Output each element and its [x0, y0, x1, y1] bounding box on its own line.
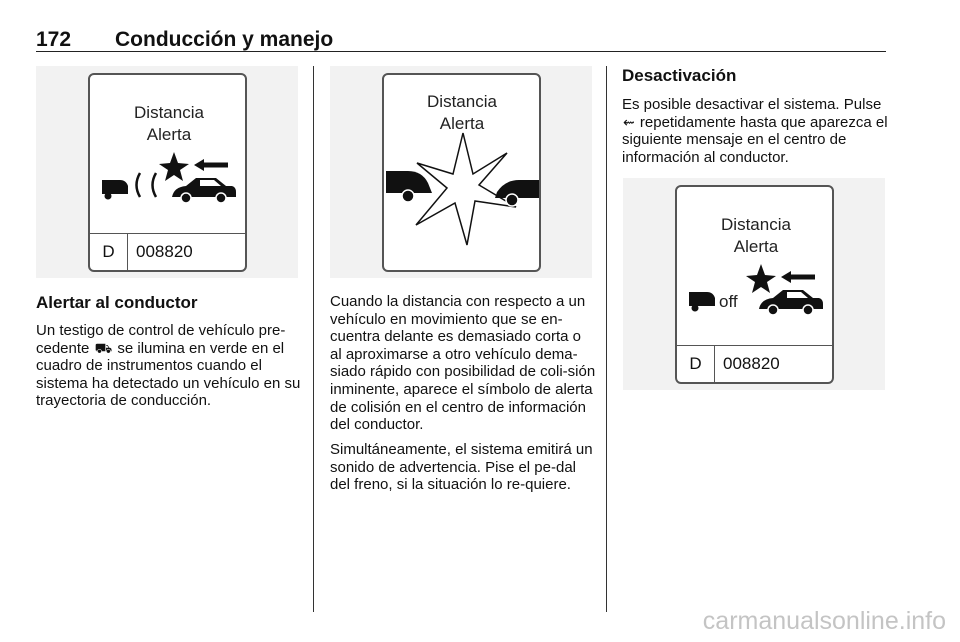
driver-info-display	[382, 73, 541, 272]
figure-distance-alert-display	[36, 66, 298, 278]
arrow-left-icon	[194, 159, 228, 171]
paragraph-text: Un testigo de control de vehículo pre-cedente	[36, 322, 286, 357]
vehicle-ahead-indicator-icon	[102, 173, 156, 200]
paragraph-text: repetidamente hasta que aparezca el siguiente mensaje en el centro de información al conductor.	[622, 113, 888, 166]
vehicle-ahead-icon: ⛟	[94, 339, 113, 356]
page-number: 172	[36, 28, 72, 51]
watermark: carmanualsonline.info	[702, 607, 946, 635]
collision-star-icon	[746, 264, 776, 293]
display-line-alerta: Alerta	[733, 237, 779, 256]
car-icon	[172, 178, 236, 203]
page-title: Conducción y manejo	[115, 28, 334, 51]
odometer-row	[677, 345, 832, 382]
paragraph-alertar	[36, 322, 302, 410]
paragraph-simultaneamente: Simultáneamente, el sistema emitirá un sonido de advertencia. Pise el pe-dal del freno, si la situación lo re-quiere.	[330, 441, 593, 494]
odometer-row	[90, 233, 245, 270]
display-line-distancia: Distancia	[134, 103, 204, 122]
gear-indicator: D	[677, 346, 715, 382]
figure-alert-off-display	[623, 178, 885, 390]
heading-alertar-al-conductor: Alertar al conductor	[36, 293, 198, 312]
heading-desactivacion: Desactivación	[622, 66, 737, 85]
paragraph-desactivacion	[622, 96, 888, 166]
paragraph-text: Es posible desactivar el sistema. Pulse	[622, 96, 882, 113]
car-icon	[759, 290, 823, 315]
driver-info-display	[675, 185, 834, 384]
display-line-alerta: Alerta	[146, 125, 192, 144]
vehicle-ahead-indicator-icon	[689, 292, 715, 312]
display-line-alerta: Alerta	[439, 114, 485, 133]
figure-collision-warning-display	[330, 66, 592, 278]
own-car-icon	[386, 171, 432, 202]
status-off-label: off	[719, 292, 738, 311]
odometer-value: 008820	[136, 242, 193, 261]
paragraph-text: se ilumina en verde en el cuadro de instrumentos cuando el sistema ha detectado un vehículo en su trayectoria de conducción.	[36, 339, 301, 410]
page-header	[36, 28, 886, 52]
odometer-value: 008820	[723, 354, 780, 373]
gear-indicator: D	[90, 234, 128, 270]
paragraph-distancia: Cuando la distancia con respecto a un vehículo en movimiento que se en-cuentra delante es demasiado corta o al aproximarse a otro vehículo dema-siado rápido con posibilidad de coli-sión inminente, aparece el símbolo de alerta de colisión en el centro de información del conductor.	[330, 293, 596, 434]
driver-info-display	[88, 73, 247, 272]
column-divider-left	[313, 66, 314, 612]
column-divider-right	[606, 66, 607, 612]
display-line-distancia: Distancia	[721, 215, 791, 234]
distance-button-icon: ⇜	[623, 113, 635, 130]
collision-star-icon	[159, 152, 189, 181]
display-line-distancia: Distancia	[427, 92, 497, 111]
arrow-left-icon	[781, 271, 815, 283]
